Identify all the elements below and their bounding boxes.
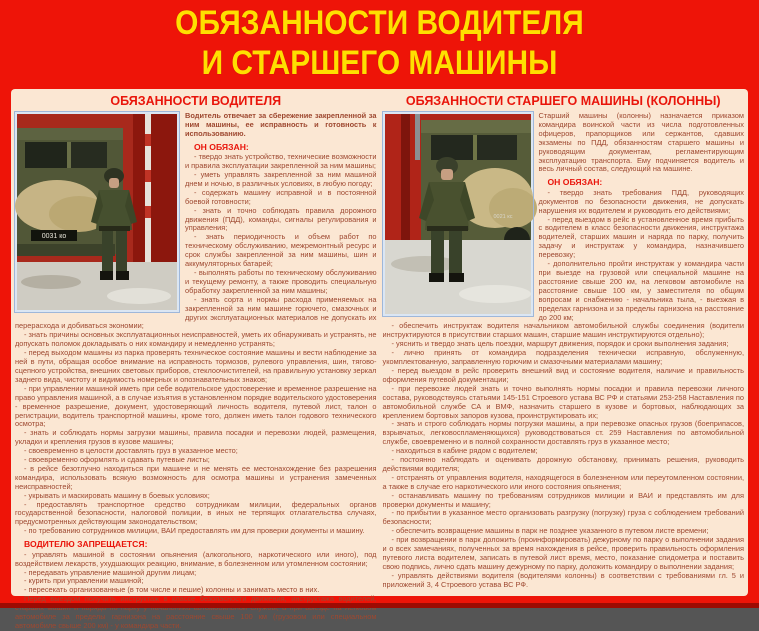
driver-duty-item: - выполнять работы по техническому обслуживанию и текущему ремонту, а также проводить специальную обработку закрепленной за ним машины; <box>185 268 377 295</box>
driver-duty-item: - своевременно в целости доставлять груз в указанное место; <box>24 446 238 456</box>
driver-duty-item: - предоставлять транспортное средство сотрудникам милиции, федеральных органов государственной безопасности, налоговой полиции, в иных не терпящих отлагательства случаях, предусмотренных действующим законодательством; <box>15 499 377 527</box>
senior-duty-item: - находиться в кабине рядом с водителем; <box>391 446 538 456</box>
senior-intro: Старший машины (колонны) назначается приказом командира воинской части из числа подготовленных офицеров, прапорщиков или сержантов, сдавших экзамены по ПДД, обязанностям старшего машины и руководящим документам, регламентирующим эксплуатацию транспорта. Ему подчиняется водитель и весь личный состав, следующий на машине. <box>538 111 744 174</box>
driver-duty-item: - в рейсе безотлучно находиться при машине и не менять ее местонахождение без разрешения командира, использовать всякую возможность для осмотра машины и устранения замеченных неисправностей; <box>15 463 377 491</box>
poster-bottom-edge <box>0 603 759 608</box>
post-stripe <box>145 170 151 182</box>
driver-duty-item: - знать причины основных эксплуатационных неисправностей, уметь их обнаруживать и устранять, не допускать поломок докладывать о них командиру и немедленно устранять; <box>15 330 377 349</box>
driver-duty-item: - по требованию сотрудников милиции, ВАИ предоставлять им для проверки документы и машину. <box>24 526 365 536</box>
senior-duty-item: - обеспечить инструктаж водителя начальником автомобильной службы соединения (водители инструктируются в присутствии старших машин, старшие машин инструктируются отдельно); <box>382 321 744 340</box>
driver-duty-item: - знать сорта и нормы расхода применяемых на закрепленной за ним машине горючего, смазочных и других эксплуатационных материалов не допускать их перерасхода и добиваться экономии; <box>15 294 377 331</box>
driver-duty-item: - знать и соблюдать нормы загрузки машины, правила посадки и перевозки людей, размещения, укладки и крепления грузов в кузове машины; <box>15 428 377 447</box>
driver-duty-item: - при управлении машиной иметь при себе водительское удостоверение и временное разрешение на право управления машиной, а в случае изъятия в установленном порядке водительского удостоверения - временное разрешение, документ, удостоверяющий личность водителя, путевой лист, талон о регистрации, водитель транспортной машины, кроме того, должен иметь талон годового технического осмотра; <box>15 383 377 429</box>
driver-prohibitions-list <box>15 551 377 596</box>
driver-duty-item: - содержать машину исправной и в постоянной боевой готовности; <box>185 187 377 206</box>
driver-obligations-header: ОН ОБЯЗАН: <box>194 141 249 152</box>
post-stripe <box>145 206 151 218</box>
senior-duty-item: - перед выездом в рейс проверить внешний вид и состояние водителя, наличие и правильность оформления путевой документации; <box>382 365 744 384</box>
license-plate-text: 0021 кс <box>493 214 512 220</box>
senior-duty-item: - отстранять от управления водителя, находящегося в болезненном или переутомленном состоянии, а также в случае его наркотического или иного состояния опьянения; <box>382 472 744 491</box>
driver-prohibition-item: - пересекать организованные (в том числе и пешие) колонны и занимать место в них. <box>24 585 320 595</box>
pipe <box>415 114 420 160</box>
senior-duty-item: - по прибытии в указанное место организовать разгрузку (погрузку) груза с соблюдением требований безопасности; <box>382 508 744 527</box>
senior-duty-item: - постоянно наблюдать и оценивать дорожную обстановку, принимать решения, руководить действиями водителя; <box>382 455 744 473</box>
senior-duty-item: - при перевозке людей знать и точно выполнять нормы посадки и правила перевозки личного состава, руководствуясь статьями 145-151 Строевого устава ВС РФ и статьями 253-258 Наставления по автомобильной службе СА и ВМФ, назначить старшего в кузове и бортовых, наблюдающих за креплением бортовых запоров кузова, проинструктировать их; <box>382 383 744 420</box>
driver-duty-item: - укрывать и маскировать машину в боевых условиях; <box>24 490 210 500</box>
poster-title-line1: ОБЯЗАННОСТИ ВОДИТЕЛЯ <box>175 4 584 42</box>
senior-duty-item: - управлять действиями водителя (водителями колонны) в соответствии с требованиями гл. 5 и приложений 3, 4 Строевого устава ВС РФ. <box>382 570 744 589</box>
senior-duty-item: - дополнительно пройти инструктаж у командира части при выезде на грузовой или специальной машине на расстояние свыше 200 км, на легковом автомобиле на расстояние свыше 100 км, у заместителя по общим вопросам и снабжению - начальника тыла, - выезжая в пределах гарнизона и за пределы гарнизона на расстояние до 200 км; <box>538 259 744 322</box>
senior-section <box>383 93 745 592</box>
driver-duty-item: - своевременно оформлять и сдавать путевые листы; <box>24 455 210 465</box>
license-plate-text: 0031 ко <box>41 233 67 240</box>
driver-section <box>15 93 377 630</box>
driver-prohibition-item: - управлять машиной в состоянии опьянения (алкогольного, наркотического или иного), под воздействием лекарств, ухудшающих реакцию, внимание, в болезненном или утомленном состоянии; <box>15 549 377 568</box>
wall-door <box>133 114 177 264</box>
driver-duty-item: - знать и точно соблюдать правила дорожного движения (ПДД), команды, сигналы регулирования и управления; <box>185 205 377 233</box>
driver-intro: Водитель отвечает за сбережение закрепленной за ним машины, ее исправность и готовность к использованию. <box>185 111 377 138</box>
driver-prohibition-item: - курить при управлении машиной; <box>24 576 144 586</box>
driver-photo-illustration <box>17 114 177 310</box>
senior-duty-item: - знать и строго соблюдать нормы погрузки машины, а при перевозке опасных грузов (боеприпасов, взрывчатых, легковоспламеняющихся) руководствоваться ст. 259 Наставления по автомобильной службе, своевременно и в полной сохранности доставлять груз в указанное место; <box>382 419 744 447</box>
driver-duty-item: - перед выходом машины из парка проверять техническое состояние машины и вести наблюдение за ней в пути, обращая особое внимание на исправность тормозов, рулевого управления, шин, тягово-сцепного устройства, внешних световых приборов, стеклоочистителей, на правильную установку зеркал заднего вида, чистоту и видимость номерных и опознавательных знаков; <box>15 348 377 384</box>
snow-patch <box>459 285 531 303</box>
post-stripe <box>145 134 151 146</box>
senior-duty-item: - твердо знать требования ПДД, руководящих документов по безопасности движения, не допускать нарушения их водителем и руководить его действиями; <box>538 187 744 215</box>
poster-title-line2: И СТАРШЕГО МАШИНЫ <box>201 44 558 82</box>
wall-stripe <box>401 114 410 242</box>
driver-prohibition-item: - передавать управление машиной другим лицам; <box>24 567 197 577</box>
content-panel <box>11 89 748 630</box>
senior-duty-item: - останавливать машину по требованиям сотрудников милиции и ВАИ и представлять им для проверки документы и машину; <box>382 490 744 509</box>
senior-duty-item: - при возвращении в парк доложить (проинформировать) дежурному по парку о выполнении задания и о всех замечаниях, полученных за время нахождения в рейсе, проверить правильность оформления путевого листа водителем, записать в путевой лист время, место, показание спидометра и поставить свою подпись, лично сдать машину дежурному по парку, доложить командиру о выполнении задания; <box>382 535 744 571</box>
snow-patch <box>21 275 81 289</box>
senior-duty-item: - обеспечить возвращение машины в парк не позднее указанного в путевом листе времени; <box>391 526 709 536</box>
driver-duty-item: - твердо знать устройство, технические возможности и правила эксплуатации закрепленной за ним машины; <box>185 152 377 171</box>
driver-prohibitions-header: ВОДИТЕЛЮ ЗАПРЕЩАЕТСЯ: <box>24 539 148 550</box>
senior-duty-item: - перед выездом в рейс в установленное время прибыть с водителем в класс безопасности движения, инструктажа водителей, старших машин и наряда по парку, получить задачу и инструктаж у командира, назначившего перевозку; <box>538 214 744 260</box>
senior-obligations-header: ОН ОБЯЗАН: <box>547 177 603 188</box>
driver-photo <box>15 112 179 312</box>
senior-section-header: ОБЯЗАННОСТИ СТАРШЕГО МАШИНЫ (КОЛОННЫ) <box>405 94 721 108</box>
senior-photo <box>383 112 533 316</box>
driver-footer-note: Перед выездом получить инструктаж в классе безопасности движения, инструктажа водителей, автомобиле за пределы гарнизона на расстояние свыше 100 км (грузовом или специальном автомобиле свыше 200 км) - у командира части. <box>15 594 377 630</box>
driver-duty-item: - знать периодичность и объем работ по техническому обслуживанию, межремонтный ресурс и срок службы закрепленной за ним машины, шин и аккумуляторных батарей; <box>185 232 377 269</box>
senior-duty-item: - лично принять от командира подразделения технически исправную, обслуженную, укомплектованную, заправленную горючим и смазочными материалами машину; <box>382 348 744 367</box>
poster-title <box>0 0 759 83</box>
driver-section-header: ОБЯЗАННОСТИ ВОДИТЕЛЯ <box>110 94 282 108</box>
driver-duty-item: - уметь управлять закрепленной за ним машиной днем и ночью, в различных условиях, в любую погоду; <box>185 170 377 188</box>
snow-patch <box>107 288 171 304</box>
senior-duty-item: - уяснить и твердо знать цель поездки, маршрут движения, порядок и сроки выполнения задания; <box>391 339 729 349</box>
snow-patch <box>391 256 459 272</box>
senior-photo-illustration <box>385 114 531 314</box>
